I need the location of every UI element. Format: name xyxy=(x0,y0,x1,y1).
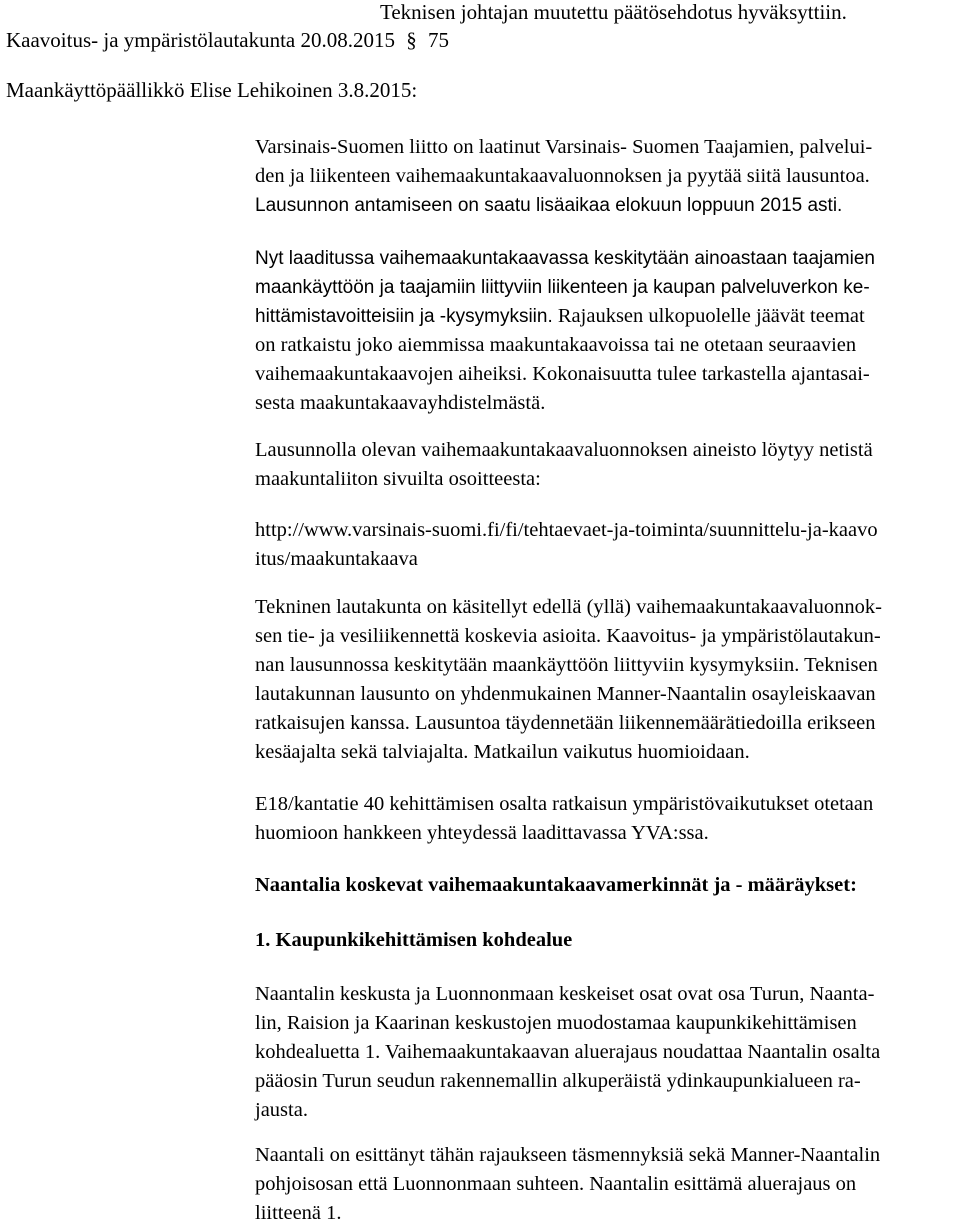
url-line[interactable]: http://www.varsinais-suomi.fi/fi/tehtaevaet-ja-toiminta/suunnittelu-ja-kaavo xyxy=(255,519,878,541)
text-line: Nyt laaditussa vaihemaakuntakaavassa keskitytään ainoastaan taajamien xyxy=(255,248,875,269)
text-line: kesäajalta sekä talviajalta. Matkailun vaikutus huomioidaan. xyxy=(255,741,750,763)
text-line: pääosin Turun seudun rakennemallin alkuperäistä ydinkaupunkialueen ra- xyxy=(255,1070,861,1092)
meeting-name: Kaavoitus- ja ympäristölautakunta 20.08.2015 xyxy=(6,28,396,52)
approval-note: Teknisen johtajan muutettu päätösehdotus hyväksyttiin. xyxy=(380,0,847,24)
paragraph-4 xyxy=(255,593,955,767)
paragraph-6 xyxy=(255,980,955,1125)
text-line: nan lausunnossa keskitytään maankäyttöön liittyviin kysymyksiin. Teknisen xyxy=(255,654,878,676)
text-line: Lausunnon antamiseen on saatu lisäaikaa elokuun loppuun 2015 asti. xyxy=(255,195,843,216)
text-line: sen tie- ja vesiliikennettä koskevia asioita. Kaavoitus- ja ympäristölautakun- xyxy=(255,625,881,647)
text-line xyxy=(255,302,955,331)
text-line: sesta maakuntakaavayhdistelmästä. xyxy=(255,392,546,414)
section-sign: § xyxy=(406,28,417,52)
text-line: pohjoisosan että Luonnonmaan suhteen. Naantalin esittämä aluerajaus on xyxy=(255,1173,857,1195)
official-heading: Maankäyttöpäällikkö Elise Lehikoinen 3.8.2015: xyxy=(6,78,418,102)
text-line: on ratkaistu joko aiemmissa maakuntakaavoissa tai ne otetaan seuraavien xyxy=(255,334,857,356)
text-line: lautakunnan lausunto on yhdenmukainen Manner-Naantalin osayleiskaavan xyxy=(255,683,876,705)
text-line: maakuntaliiton sivuilta osoitteesta: xyxy=(255,468,541,490)
paragraph-7 xyxy=(255,1141,955,1228)
text-line: kohdealuetta 1. Vaihemaakuntakaavan aluerajaus noudattaa Naantalin osalta xyxy=(255,1041,881,1063)
text-line: Lausunnolla olevan vaihemaakuntakaavaluonnoksen aineisto löytyy netistä xyxy=(255,439,873,461)
subsection-heading: 1. Kaupunkikehittämisen kohdealue xyxy=(255,929,573,951)
section-heading: Naantalia koskevat vaihemaakuntakaavamerkinnät ja - määräykset: xyxy=(255,874,857,896)
text-line: jausta. xyxy=(255,1099,308,1121)
text-line: Varsinais-Suomen liitto on laatinut Varsinais- Suomen Taajamien, palvelui- xyxy=(255,136,873,158)
text-line: den ja liikenteen vaihemaakuntakaavaluonnoksen ja pyytää siitä lausuntoa. xyxy=(255,165,870,187)
text-line: huomioon hankkeen yhteydessä laadittavassa YVA:ssa. xyxy=(255,822,709,844)
text-line: maankäyttöön ja taajamiin liittyviin liikenteen ja kaupan palveluverkon ke- xyxy=(255,277,870,298)
paragraph-2 xyxy=(255,244,955,418)
text-fragment: Rajauksen ulkopuolelle jäävät teemat xyxy=(552,305,865,327)
paragraph-5 xyxy=(255,790,955,848)
text-line: vaihemaakuntakaavojen aiheiksi. Kokonaisuutta tulee tarkastella ajantasai- xyxy=(255,363,870,385)
paragraph-1 xyxy=(255,133,955,220)
text-line: Tekninen lautakunta on käsitellyt edellä (yllä) vaihemaakuntakaavaluonnok- xyxy=(255,596,883,618)
section-number: 75 xyxy=(428,28,450,52)
text-line: E18/kantatie 40 kehittämisen osalta ratkaisun ympäristövaikutukset otetaan xyxy=(255,793,874,815)
text-line: liitteenä 1. xyxy=(255,1202,342,1224)
text-line: Naantali on esittänyt tähän rajaukseen täsmennyksiä sekä Manner-Naantalin xyxy=(255,1144,881,1166)
meeting-heading xyxy=(6,26,449,55)
source-link[interactable] xyxy=(255,516,955,574)
url-line[interactable]: itus/maakuntakaava xyxy=(255,548,418,570)
text-line: Naantalin keskusta ja Luonnonmaan keskeiset osat ovat osa Turun, Naanta- xyxy=(255,983,875,1005)
text-fragment: hittämistavoitteisiin ja -kysymyksiin. xyxy=(255,306,553,327)
text-line: ratkaisujen kanssa. Lausuntoa täydennetään liikennemäärätiedoilla erikseen xyxy=(255,712,876,734)
text-line: lin, Raision ja Kaarinan keskustojen muodostamaa kaupunkikehittämisen xyxy=(255,1012,857,1034)
paragraph-3 xyxy=(255,436,955,494)
